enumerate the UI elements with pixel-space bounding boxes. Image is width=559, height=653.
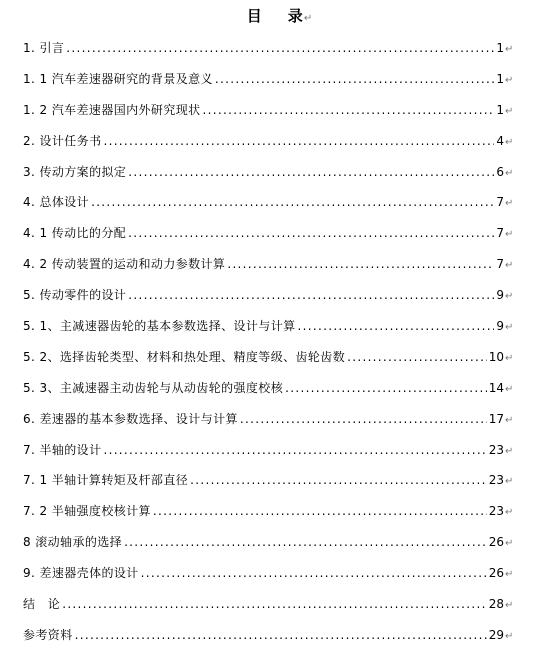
toc-dot-leader	[240, 404, 487, 435]
toc-entry-page-number: 17	[488, 411, 504, 426]
toc-entry-page-number: 7	[496, 195, 504, 210]
toc-entry-label: 7. 半轴的设计	[23, 442, 102, 457]
toc-entry-page-number: 1	[496, 41, 504, 55]
toc-entry[interactable]	[23, 404, 517, 435]
toc-entry-page-number: 29	[488, 627, 504, 642]
toc-dot-leader	[285, 373, 487, 404]
toc-dot-leader	[215, 64, 494, 95]
paragraph-mark-icon: ↵	[505, 198, 514, 210]
paragraph-mark-icon: ↵	[505, 630, 514, 642]
paragraph-mark-icon: ↵	[505, 74, 514, 86]
paragraph-mark-icon: ↵	[505, 569, 514, 581]
toc-entry-label: 5. 3、主减速器主动齿轮与从动齿轮的强度校核	[23, 380, 284, 395]
paragraph-mark-icon: ↵	[505, 476, 514, 488]
toc-entry-page-number: 1	[496, 71, 504, 86]
toc-dot-leader	[153, 496, 487, 527]
toc-entry[interactable]	[23, 558, 517, 589]
toc-dot-leader	[203, 95, 495, 126]
toc-entry-label: 9. 差速器壳体的设计	[23, 566, 139, 581]
paragraph-mark-icon: ↵	[505, 291, 514, 303]
toc-entry[interactable]	[23, 95, 517, 126]
toc-dot-leader	[103, 126, 494, 157]
toc-entry-page-number: 1	[496, 102, 504, 117]
toc-entry-label: 4. 总体设计	[23, 195, 90, 210]
toc-entry[interactable]	[23, 342, 517, 373]
toc-entry-label: 3. 传动方案的拟定	[23, 164, 127, 179]
paragraph-mark-icon: ↵	[505, 44, 514, 55]
toc-entry[interactable]	[23, 157, 517, 188]
toc-dot-leader	[128, 157, 494, 188]
toc-entry[interactable]	[23, 311, 517, 342]
toc-entry-label: 5. 1、主减速器齿轮的基本参数选择、设计与计算	[23, 319, 296, 334]
document-title	[0, 6, 559, 29]
toc-entry[interactable]	[23, 249, 517, 280]
toc-dot-leader	[347, 342, 487, 373]
toc-entry-page-number: 28	[488, 597, 504, 612]
paragraph-mark-icon: ↵	[505, 167, 514, 179]
title-char-1: 目	[246, 7, 262, 25]
toc-entry-page-number: 9	[496, 319, 504, 334]
toc-entry[interactable]	[23, 496, 517, 527]
toc-entry-label: 5. 传动零件的设计	[23, 288, 127, 303]
paragraph-mark-icon: ↵	[505, 136, 514, 148]
toc-entry-label: 结 论	[23, 597, 61, 612]
toc-entry[interactable]	[23, 465, 517, 496]
toc-entry-label: 7. 1 半轴计算转矩及杆部直径	[23, 473, 189, 488]
toc-dot-leader	[103, 435, 486, 466]
toc-dot-leader	[75, 620, 487, 651]
toc-entry-label: 7. 2 半轴强度校核计算	[23, 504, 151, 519]
toc-entry-label: 参考资料	[23, 627, 73, 642]
toc-entry-label: 4. 1 传动比的分配	[23, 226, 127, 241]
toc-dot-leader	[66, 33, 494, 64]
toc-dot-leader	[227, 249, 494, 280]
toc-entry-label: 5. 2、选择齿轮类型、材料和热处理、精度等级、齿轮齿数	[23, 349, 346, 364]
toc-entry-page-number: 26	[488, 566, 504, 581]
paragraph-mark-icon: ↵	[505, 507, 514, 519]
toc-entry-label: 2. 设计任务书	[23, 133, 102, 148]
toc-entry[interactable]	[23, 187, 517, 218]
toc-entry-page-number: 23	[488, 473, 504, 488]
title-char-2: 录	[287, 7, 303, 25]
toc-entry[interactable]	[23, 218, 517, 249]
toc-entry[interactable]	[23, 589, 517, 620]
paragraph-mark-icon: ↵	[505, 538, 514, 550]
toc-dot-leader	[91, 187, 494, 218]
paragraph-mark-icon: ↵	[505, 352, 514, 364]
toc-entry-page-number: 10	[488, 349, 504, 364]
toc-entry-page-number: 26	[488, 535, 504, 550]
toc-dot-leader	[124, 527, 487, 558]
paragraph-mark-icon: ↵	[505, 322, 514, 334]
paragraph-mark-icon: ↵	[505, 600, 514, 612]
toc-entry-label: 4. 2 传动装置的运动和动力参数计算	[23, 257, 226, 272]
toc-entry[interactable]	[23, 373, 517, 404]
toc-dot-leader	[62, 589, 487, 620]
toc-entry-page-number: 4	[496, 133, 504, 148]
toc-entry-page-number: 14	[488, 380, 504, 395]
toc-entry[interactable]	[23, 126, 517, 157]
paragraph-mark-icon: ↵	[505, 445, 514, 457]
toc-entry-label: 1. 1 汽车差速器研究的背景及意义	[23, 71, 213, 86]
toc-entry-page-number: 6	[496, 164, 504, 179]
toc-entry-page-number: 9	[496, 288, 504, 303]
toc-dot-leader	[128, 280, 494, 311]
toc-entry[interactable]	[23, 527, 517, 558]
paragraph-mark-icon: ↵	[505, 383, 514, 395]
toc-dot-leader	[190, 465, 487, 496]
toc-entry-page-number: 7	[496, 226, 504, 241]
paragraph-mark-icon: ↵	[303, 13, 313, 24]
toc-entry[interactable]	[23, 435, 517, 466]
paragraph-mark-icon: ↵	[505, 229, 514, 241]
toc-entry-label: 1. 引言	[23, 41, 65, 55]
paragraph-mark-icon: ↵	[505, 414, 514, 426]
toc-entry-label: 1. 2 汽车差速器国内外研究现状	[23, 102, 201, 117]
table-of-contents	[23, 33, 517, 651]
paragraph-mark-icon: ↵	[505, 105, 514, 117]
toc-entry[interactable]	[23, 620, 517, 651]
toc-entry-label: 6. 差速器的基本参数选择、设计与计算	[23, 411, 238, 426]
toc-entry-page-number: 23	[488, 442, 504, 457]
toc-dot-leader	[298, 311, 495, 342]
toc-entry[interactable]	[23, 280, 517, 311]
toc-entry[interactable]	[23, 33, 517, 64]
paragraph-mark-icon: ↵	[505, 260, 514, 272]
toc-entry-label: 8 滚动轴承的选择	[23, 535, 123, 550]
toc-entry-page-number: 7	[496, 257, 504, 272]
toc-dot-leader	[141, 558, 487, 589]
toc-entry-page-number: 23	[488, 504, 504, 519]
toc-dot-leader	[128, 218, 494, 249]
toc-entry[interactable]	[23, 64, 517, 95]
